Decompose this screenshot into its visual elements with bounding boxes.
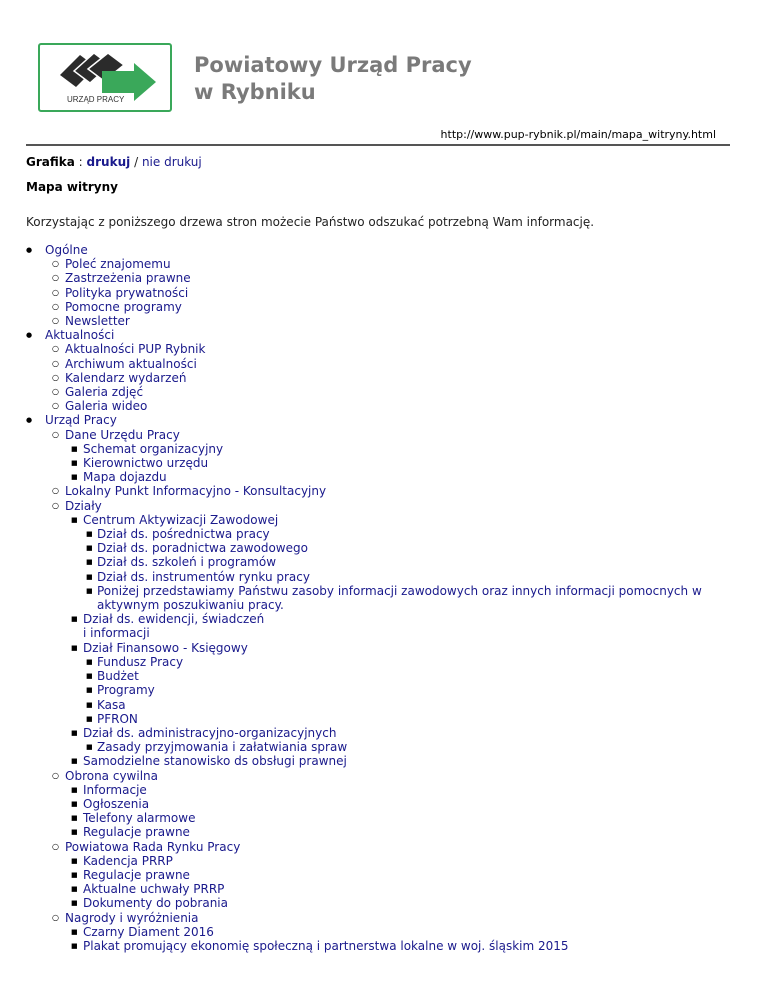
list-item [45,371,714,385]
list-item [65,726,714,754]
tree-link[interactable]: Dział ds. administracyjno-organizacyjnych [83,725,337,740]
list-item [45,286,714,300]
list-item [65,470,714,484]
tree-link[interactable]: PFRON [97,711,138,726]
graphics-toggle [26,155,202,169]
list-item [65,797,714,811]
tree-link[interactable]: Regulacje prawne [83,867,190,882]
tree-link[interactable]: Budżet [97,669,139,684]
tree-link[interactable]: Aktualne uchwały PRRP [83,882,225,897]
tree-link[interactable]: Dział ds. poradnictwa zawodowego [97,541,308,556]
tree-link[interactable]: Dział Finansowo - Księgowy [83,640,248,655]
list-item [45,357,714,371]
tree-link[interactable]: Schemat organizacyjny [83,441,224,456]
tree-link[interactable]: Newsletter [65,314,130,329]
logo-caption: URZĄD PRACY [67,95,125,104]
list-item [83,584,714,612]
list-item [65,882,714,896]
logo-cards-arrow-icon [40,45,170,110]
tree-link[interactable]: Programy [97,683,155,698]
tree-link[interactable]: Aktualności [45,328,115,343]
header-divider [26,144,730,146]
list-item [45,300,714,314]
list-item [45,257,714,271]
list-item [24,413,714,953]
list-item [65,612,714,640]
tree-link-line2: i informacji [83,626,150,641]
list-item [83,555,714,569]
tree-link[interactable]: Poniżej przedstawiamy Państwu zasoby informacji zawodowych oraz innych informacji pomocnych w aktywnym poszukiwaniu pracy. [97,583,702,613]
list-item [65,854,714,868]
list-item [45,342,714,356]
tree-link[interactable]: Kasa [97,697,126,712]
tree-link[interactable]: Dział ds. instrumentów rynku pracy [97,569,310,584]
list-item [65,825,714,839]
logo[interactable] [38,43,172,112]
tree-link[interactable]: Plakat promujący ekonomię społeczną i partnerstwa lokalne w woj. śląskim 2015 [83,938,569,953]
tree-link[interactable]: Aktualności PUP Rybnik [65,342,206,357]
list-item [83,669,714,683]
list-item [65,783,714,797]
page-url: http://www.pup-rybnik.pl/main/mapa_witryny.html [440,128,716,141]
tree-link[interactable]: Urząd Pracy [45,413,117,428]
tree-link[interactable]: Czarny Diament 2016 [83,924,214,939]
list-item [83,740,714,754]
page-intro: Korzystając z poniższego drzewa stron możecie Państwo odszukać potrzebną Wam informację. [26,215,595,229]
list-item [83,698,714,712]
tree-link[interactable]: Mapa dojazdu [83,470,167,485]
tree-link[interactable]: Centrum Aktywizacji Zawodowej [83,512,279,527]
list-item [45,399,714,413]
tree-link[interactable]: Pomocne programy [65,299,182,314]
list-item [45,271,714,285]
list-item [83,712,714,726]
list-item [45,769,714,840]
tree-link[interactable] [83,612,264,640]
tree-link[interactable]: Fundusz Pracy [97,654,184,669]
graphics-slash: / [134,155,139,169]
site-title [194,52,472,106]
list-item [24,328,714,413]
graphics-sep: : [78,155,83,169]
list-item [65,811,714,825]
list-item [65,641,714,726]
graphics-label: Grafika [26,155,75,169]
list-item [83,683,714,697]
list-item [65,754,714,768]
tree-link-line1: Dział ds. ewidencji, świadczeń [83,612,265,627]
list-item [65,513,714,612]
tree-link[interactable]: Nagrody i wyróżnienia [65,910,199,925]
tree-link[interactable]: Ogłoszenia [83,796,150,811]
tree-link[interactable]: Zasady przyjmowania i załatwiania spraw [97,740,348,755]
no-print-link[interactable]: nie drukuj [141,155,202,169]
tree-link[interactable]: Lokalny Punkt Informacyjno - Konsultacyjny [65,484,327,499]
list-item [65,456,714,470]
list-item [65,939,714,953]
tree-link[interactable]: Ogólne [45,243,88,257]
list-item [83,570,714,584]
list-item [65,442,714,456]
tree-link[interactable]: Zastrzeżenia prawne [65,271,191,286]
list-item [83,541,714,555]
print-link[interactable]: drukuj [86,155,131,169]
tree-link[interactable]: Kierownictwo urzędu [83,456,209,471]
list-item [45,314,714,328]
list-item [45,840,714,911]
list-item [65,925,714,939]
tree-link[interactable]: Kalendarz wydarzeń [65,370,187,385]
tree-link[interactable]: Kadencja PRRP [83,853,173,868]
tree-link[interactable]: Dział ds. szkoleń i programów [97,555,277,570]
tree-link[interactable]: Poleć znajomemu [65,257,171,272]
tree-link[interactable]: Informacje [83,782,147,797]
tree-link[interactable]: Galeria wideo [65,399,148,414]
tree-link[interactable]: Dane Urzędu Pracy [65,427,180,442]
site-title-line1: Powiatowy Urząd Pracy [194,53,472,77]
tree-link[interactable]: Dokumenty do pobrania [83,896,228,911]
tree-link[interactable]: Polityka prywatności [65,285,189,300]
list-item [45,385,714,399]
tree-link[interactable]: Galeria zdjęć [65,385,144,400]
tree-link[interactable]: Regulacje prawne [83,825,190,840]
tree-link[interactable]: Samodzielne stanowisko ds obsługi prawnej [83,754,347,769]
list-item [83,655,714,669]
tree-link[interactable]: Archiwum aktualności [65,356,197,371]
tree-link[interactable]: Działy [65,498,102,513]
tree-link[interactable]: Telefony alarmowe [83,811,196,826]
tree-link[interactable]: Powiatowa Rada Rynku Pracy [65,839,241,854]
tree-link[interactable]: Dział ds. pośrednictwa pracy [97,527,270,542]
list-item [45,499,714,769]
list-item [45,911,714,954]
list-item [45,484,714,498]
list-item [65,896,714,910]
tree-link[interactable]: Obrona cywilna [65,768,158,783]
sitemap-tree [24,243,714,953]
list-item [65,868,714,882]
list-item [83,527,714,541]
list-item [45,428,714,485]
list-item [24,243,714,328]
site-title-line2: w Rybniku [194,80,316,104]
page-title: Mapa witryny [26,180,118,194]
